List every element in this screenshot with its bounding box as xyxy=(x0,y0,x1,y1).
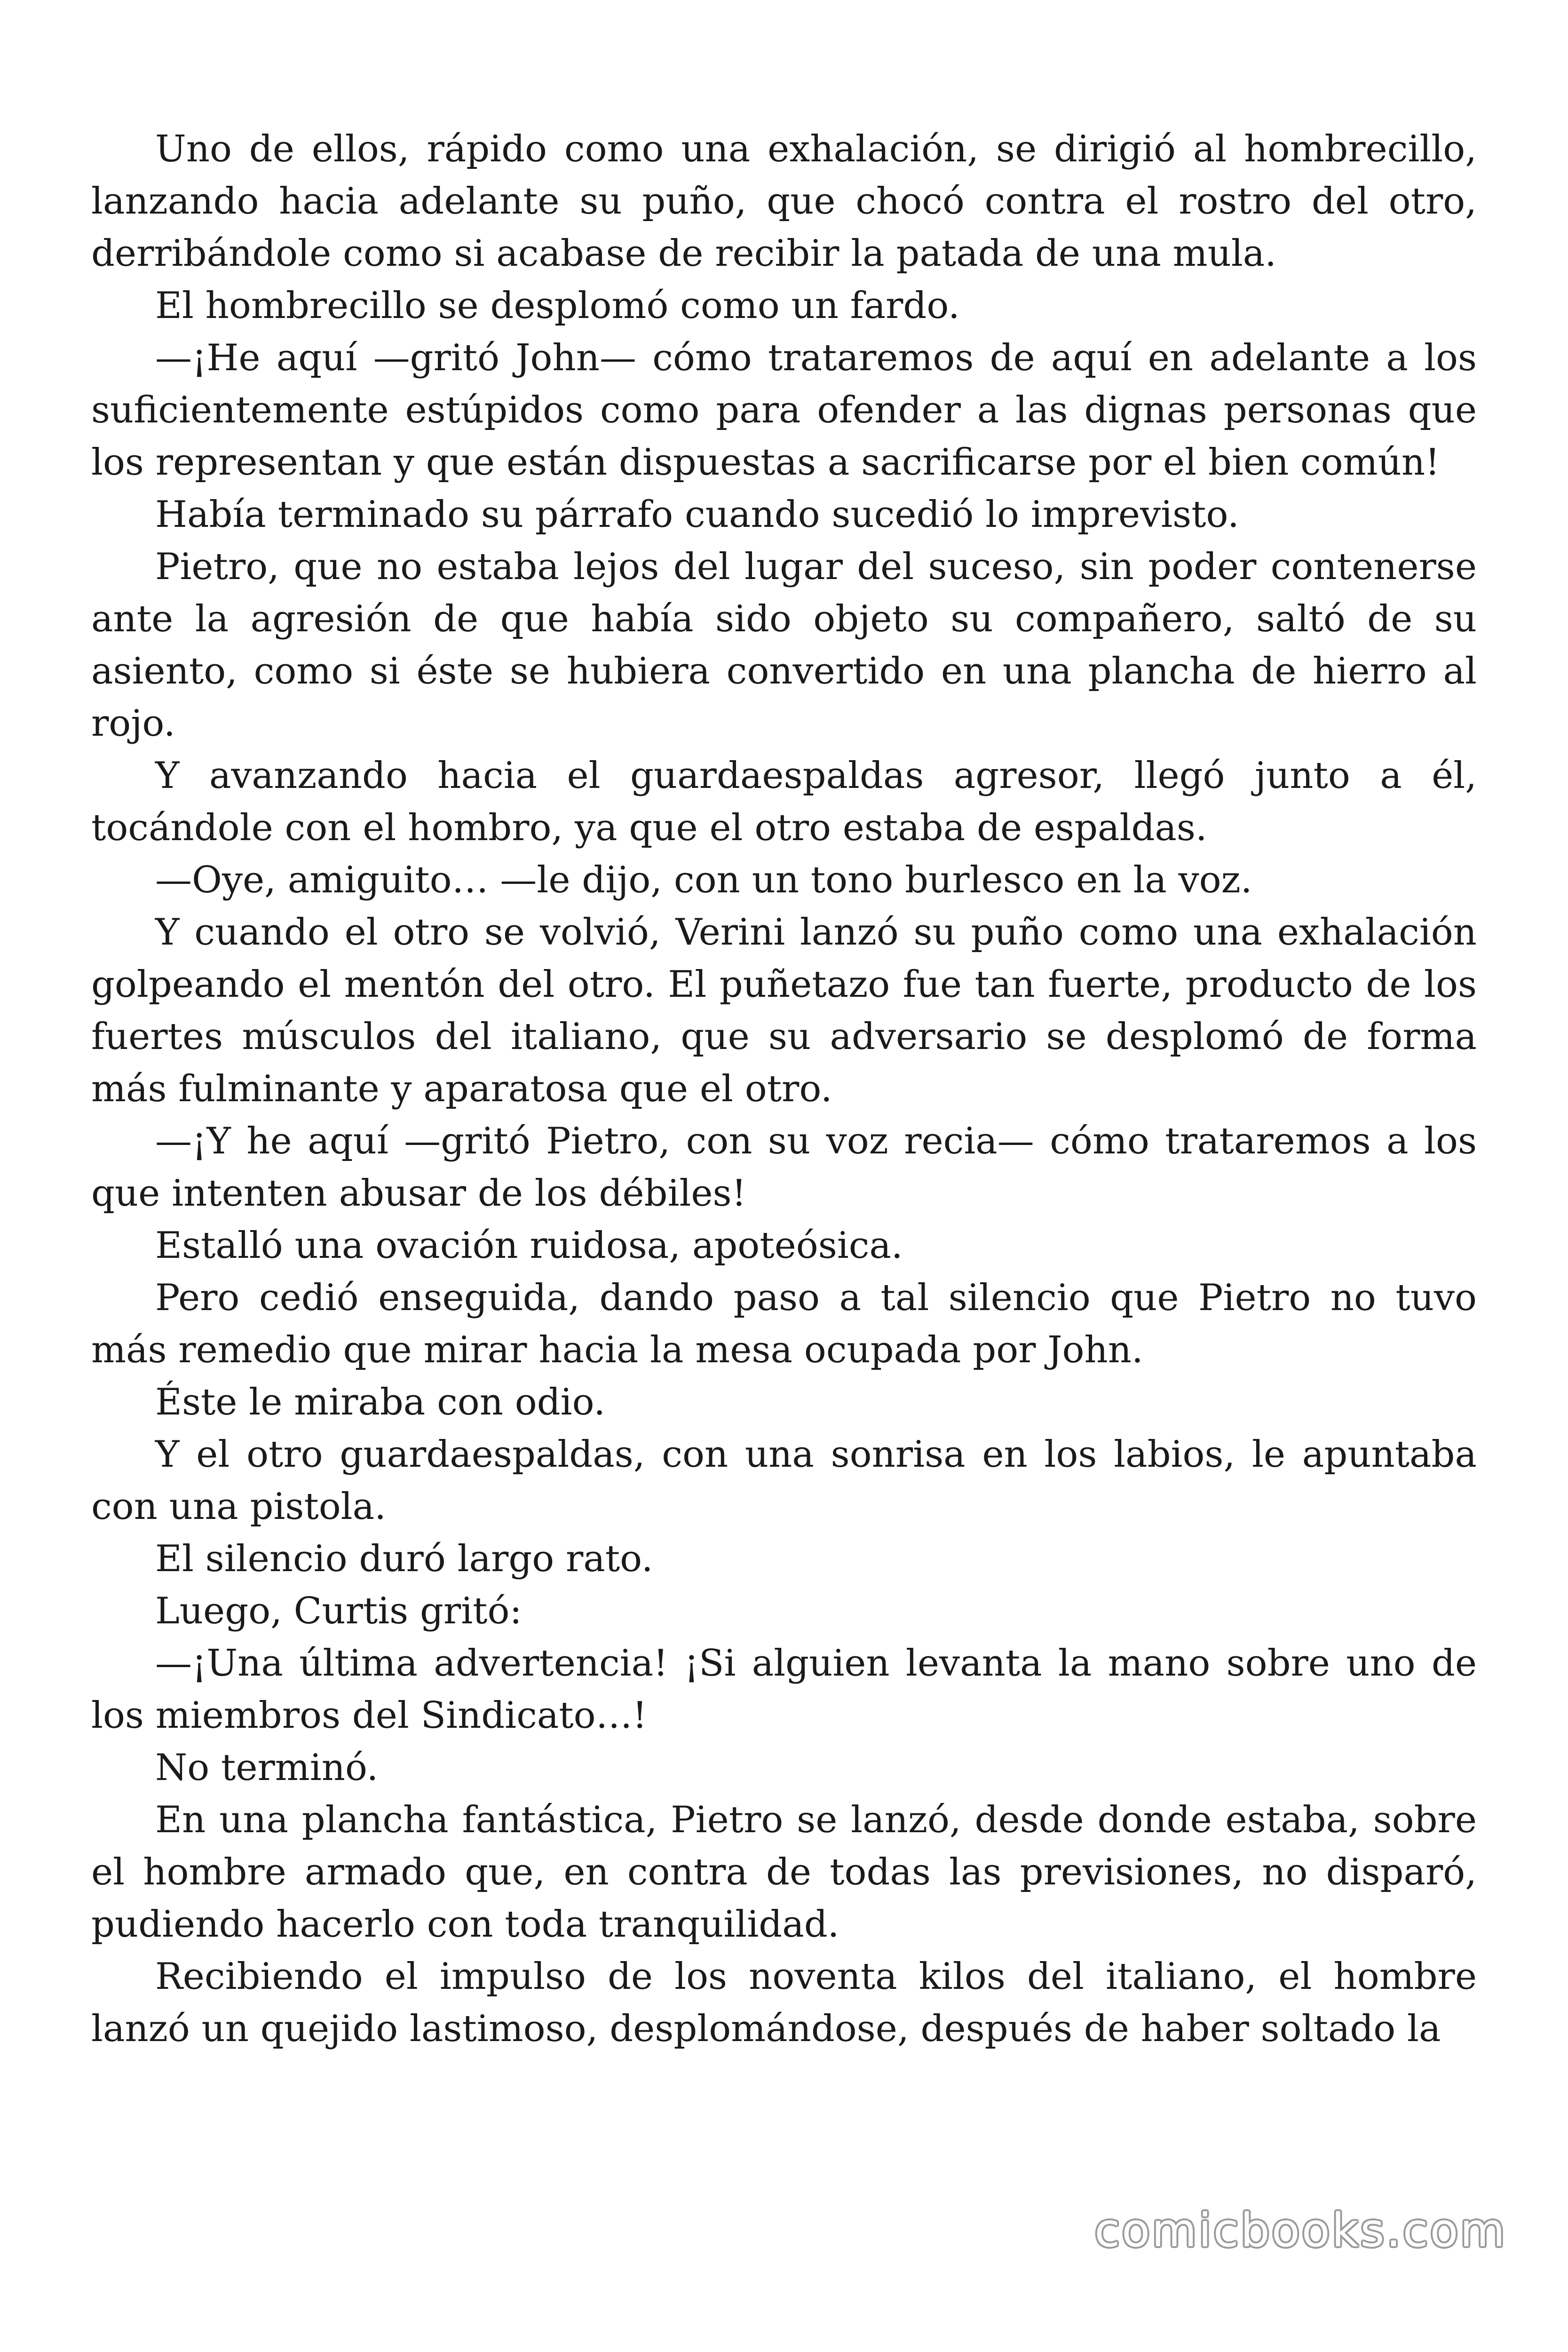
paragraph: —¡He aquí —gritó John— cómo trataremos de aquí en adelante a los suficientemente estúpidos como para ofender a las dignas personas que los representan y que están dispuestas a sacrificarse por el bien común! xyxy=(91,337,1477,484)
paragraph: Había terminado su párrafo cuando sucedió lo imprevisto. xyxy=(155,493,1239,536)
paragraph: —Oye, amiguito… —le dijo, con un tono burlesco en la voz. xyxy=(155,859,1252,901)
paragraph: Recibiendo el impulso de los noventa kilos del italiano, el hombre lanzó un quejido lastimoso, desplomándose, después de haber soltado la xyxy=(91,1955,1477,2050)
paragraph: El hombrecillo se desplomó como un fardo. xyxy=(155,285,960,327)
paragraph: No terminó. xyxy=(155,1747,379,1789)
paragraph: En una plancha fantástica, Pietro se lanzó, desde donde estaba, sobre el hombre armado que, en contra de todas las previsiones, no disparó, pudiendo hacerlo con toda tranquilidad. xyxy=(91,1799,1477,1946)
paragraph: Y avanzando hacia el guardaespaldas agresor, llegó junto a él, tocándole con el hombro, ya que el otro estaba de espaldas. xyxy=(91,755,1477,849)
paragraph: —¡Y he aquí —gritó Pietro, con su voz recia— cómo trataremos a los que intenten abusar de los débiles! xyxy=(91,1120,1477,1215)
paragraph: Pietro, que no estaba lejos del lugar del suceso, sin poder contenerse ante la agresión de que había sido objeto su compañero, saltó de su asiento, como si éste se hubiera convertido en una plancha de hierro al rojo. xyxy=(91,546,1477,745)
text-body xyxy=(91,123,1477,2055)
paragraph: —¡Una última advertencia! ¡Si alguien levanta la mano sobre uno de los miembros del Sindicato…! xyxy=(91,1642,1477,1737)
paragraph: Y el otro guardaespaldas, con una sonrisa en los labios, le apuntaba con una pistola. xyxy=(91,1433,1477,1528)
paragraph: Estalló una ovación ruidosa, apoteósica. xyxy=(155,1224,903,1267)
paragraph: Y cuando el otro se volvió, Verini lanzó su puño como una exhalación golpeando el mentón del otro. El puñetazo fue tan fuerte, producto de los fuertes músculos del italiano, que su adversario se desplomó de forma más fulminante y aparatosa que el otro. xyxy=(91,911,1477,1110)
paragraph: Pero cedió enseguida, dando paso a tal silencio que Pietro no tuvo más remedio que mirar hacia la mesa ocupada por John. xyxy=(91,1277,1477,1371)
paragraph: Luego, Curtis gritó: xyxy=(155,1590,522,1632)
paragraph: Uno de ellos, rápido como una exhalación, se dirigió al hombrecillo, lanzando hacia adelante su puño, que chocó contra el rostro del otro, derribándole como si acabase de recibir la patada de una mula. xyxy=(91,128,1477,275)
watermark: comicbooks.com xyxy=(1094,2204,1507,2257)
paragraph: El silencio duró largo rato. xyxy=(155,1538,653,1580)
paragraph: Éste le miraba con odio. xyxy=(155,1381,605,1423)
